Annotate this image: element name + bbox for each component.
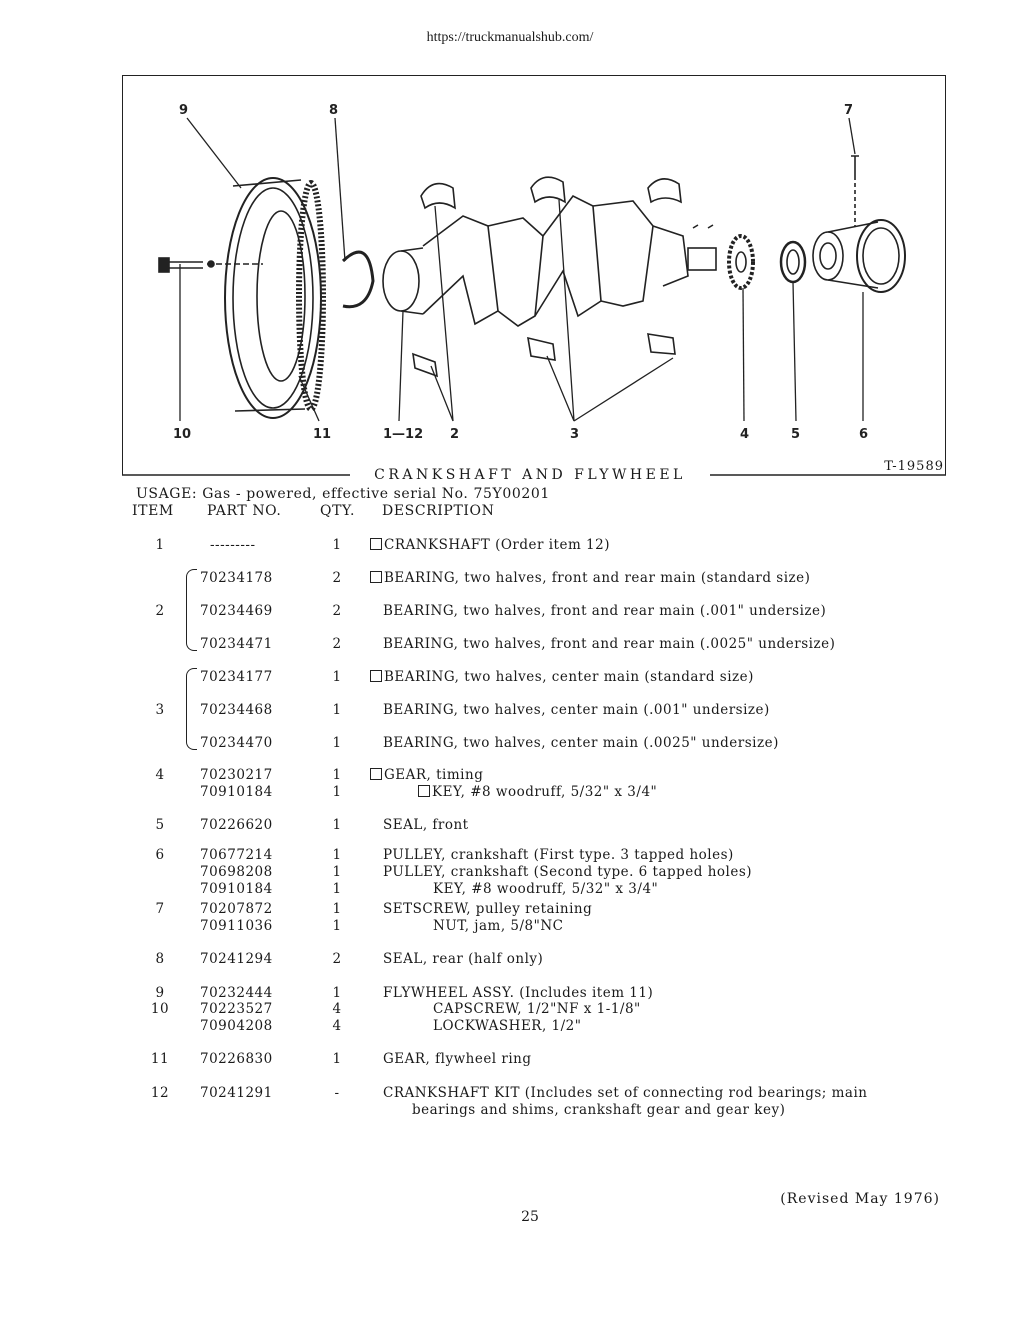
part-cell: 70698208 bbox=[200, 864, 273, 880]
desc-cell: SEAL, rear (half only) bbox=[383, 951, 544, 967]
callout-3: 3 bbox=[570, 427, 580, 442]
desc-cell: GEAR, flywheel ring bbox=[383, 1051, 532, 1067]
col-header-desc: DESCRIPTION bbox=[382, 503, 495, 519]
part-cell: 70232444 bbox=[200, 985, 273, 1001]
capscrew-drawing bbox=[159, 258, 263, 272]
qty-cell: 1 bbox=[332, 985, 342, 1001]
part-cell: 70241294 bbox=[200, 951, 273, 967]
part-cell: 70226620 bbox=[200, 817, 273, 833]
qty-cell: 1 bbox=[332, 767, 342, 783]
item-cell: 10 bbox=[150, 1001, 170, 1017]
item-cell: 6 bbox=[155, 847, 165, 863]
table-row bbox=[0, 817, 1020, 834]
usage-line: USAGE: Gas - powered, effective serial No. 75Y00201 bbox=[136, 486, 550, 502]
part-cell: 70911036 bbox=[200, 918, 273, 934]
part-cell: 70234470 bbox=[200, 735, 273, 751]
crankshaft-figure bbox=[122, 75, 946, 475]
part-cell: 70234177 bbox=[200, 669, 273, 685]
part-cell: --------- bbox=[210, 537, 256, 553]
table-row bbox=[0, 570, 1020, 587]
upper-bearings-drawing bbox=[421, 177, 681, 208]
callout-9: 9 bbox=[179, 103, 189, 118]
crankshaft-drawing bbox=[383, 196, 716, 326]
table-row bbox=[0, 1085, 1020, 1102]
figure-code: T-19589 bbox=[881, 459, 944, 474]
square-marker-icon bbox=[370, 571, 382, 583]
qty-cell: 1 bbox=[332, 1051, 342, 1067]
revision-note: (Revised May 1976) bbox=[780, 1191, 940, 1207]
table-row bbox=[0, 847, 1020, 864]
part-cell: 70234468 bbox=[200, 702, 273, 718]
table-row bbox=[0, 901, 1020, 918]
qty-cell: 2 bbox=[332, 951, 342, 967]
desc-cell: BEARING, two halves, front and rear main (standard size) bbox=[384, 570, 811, 586]
table-row bbox=[0, 702, 1020, 719]
part-cell: 70234178 bbox=[200, 570, 273, 586]
qty-cell: 2 bbox=[332, 570, 342, 586]
qty-cell: 2 bbox=[332, 636, 342, 652]
qty-cell: 2 bbox=[332, 603, 342, 619]
desc-cell: SETSCREW, pulley retaining bbox=[383, 901, 593, 917]
pulley-drawing bbox=[813, 220, 905, 292]
col-header-part: PART NO. bbox=[207, 503, 282, 519]
desc-cell: BEARING, two halves, center main (.001" undersize) bbox=[383, 702, 770, 718]
qty-cell: 4 bbox=[332, 1001, 342, 1017]
square-marker-icon bbox=[370, 768, 382, 780]
table-row bbox=[0, 603, 1020, 620]
item-cell: 4 bbox=[155, 767, 165, 783]
table-row bbox=[0, 784, 1020, 801]
desc-cell: LOCKWASHER, 1/2" bbox=[433, 1018, 582, 1034]
col-header-qty: QTY. bbox=[320, 503, 356, 519]
item-cell: 5 bbox=[155, 817, 165, 833]
flywheel-drawing bbox=[225, 178, 323, 418]
table-row bbox=[0, 537, 1020, 554]
item-cell: 8 bbox=[155, 951, 165, 967]
item-cell: 9 bbox=[155, 985, 165, 1001]
col-header-item: ITEM bbox=[132, 503, 174, 519]
figure-title: CRANKSHAFT AND FLYWHEEL bbox=[350, 467, 710, 483]
part-cell: 70234471 bbox=[200, 636, 273, 652]
page-number: 25 bbox=[521, 1209, 539, 1225]
part-cell: 70226830 bbox=[200, 1051, 273, 1067]
qty-cell: 1 bbox=[332, 537, 342, 553]
front-seal-drawing bbox=[781, 242, 805, 282]
qty-cell: 1 bbox=[332, 735, 342, 751]
callout-2: 2 bbox=[450, 427, 460, 442]
qty-cell: 1 bbox=[332, 702, 342, 718]
part-cell: 70910184 bbox=[200, 881, 273, 897]
table-row bbox=[0, 864, 1020, 881]
lower-bearings-drawing bbox=[413, 334, 675, 376]
qty-cell: 4 bbox=[332, 1018, 342, 1034]
setscrew-drawing bbox=[851, 156, 859, 226]
desc-cell: KEY, #8 woodruff, 5/32" x 3/4" bbox=[432, 784, 658, 800]
item-cell: 12 bbox=[150, 1085, 170, 1101]
part-cell: 70207872 bbox=[200, 901, 273, 917]
desc-cell: CAPSCREW, 1/2"NF x 1-1/8" bbox=[433, 1001, 641, 1017]
table-row bbox=[0, 1001, 1020, 1018]
desc-cell: BEARING, two halves, center main (.0025" undersize) bbox=[383, 735, 779, 751]
square-marker-icon bbox=[418, 785, 430, 797]
part-cell: 70677214 bbox=[200, 847, 273, 863]
qty-cell: 1 bbox=[332, 847, 342, 863]
table-row bbox=[0, 918, 1020, 935]
callout-6: 6 bbox=[859, 427, 869, 442]
desc-cell: BEARING, two halves, front and rear main (.0025" undersize) bbox=[383, 636, 836, 652]
callout-1-12: 1—12 bbox=[383, 427, 424, 442]
item-cell: 2 bbox=[155, 603, 165, 619]
qty-cell: 1 bbox=[332, 881, 342, 897]
callout-5: 5 bbox=[791, 427, 801, 442]
desc-cell: SEAL, front bbox=[383, 817, 469, 833]
item-cell: 11 bbox=[150, 1051, 170, 1067]
table-row bbox=[0, 1051, 1020, 1068]
callout-4: 4 bbox=[740, 427, 750, 442]
qty-cell: 1 bbox=[332, 817, 342, 833]
desc-cell: bearings and shims, crankshaft gear and gear key) bbox=[412, 1102, 786, 1118]
item-cell: 3 bbox=[155, 702, 165, 718]
part-cell: 70904208 bbox=[200, 1018, 273, 1034]
desc-cell: CRANKSHAFT KIT (Includes set of connecting rod bearings; main bbox=[383, 1085, 868, 1101]
timing-gear-drawing bbox=[729, 236, 753, 288]
desc-cell: KEY, #8 woodruff, 5/32" x 3/4" bbox=[433, 881, 659, 897]
exploded-view-drawing bbox=[123, 76, 947, 476]
item-cell: 7 bbox=[155, 901, 165, 917]
callout-8: 8 bbox=[329, 103, 339, 118]
callout-7: 7 bbox=[844, 103, 854, 118]
qty-cell: 1 bbox=[332, 669, 342, 685]
rear-seal-drawing bbox=[343, 252, 373, 307]
qty-cell: 1 bbox=[332, 784, 342, 800]
table-row bbox=[0, 985, 1020, 1002]
part-cell: 70910184 bbox=[200, 784, 273, 800]
part-cell: 70223527 bbox=[200, 1001, 273, 1017]
qty-cell: - bbox=[334, 1085, 340, 1101]
part-cell: 70234469 bbox=[200, 603, 273, 619]
callout-10: 10 bbox=[173, 427, 192, 442]
qty-cell: 1 bbox=[332, 918, 342, 934]
table-row bbox=[0, 881, 1020, 898]
table-row bbox=[0, 636, 1020, 653]
square-marker-icon bbox=[370, 670, 382, 682]
table-row bbox=[0, 669, 1020, 686]
desc-cell: FLYWHEEL ASSY. (Includes item 11) bbox=[383, 985, 654, 1001]
leader-lines bbox=[180, 118, 863, 421]
table-row bbox=[0, 735, 1020, 752]
callout-11: 11 bbox=[313, 427, 332, 442]
item-cell: 1 bbox=[155, 537, 165, 553]
part-cell: 70241291 bbox=[200, 1085, 273, 1101]
table-row bbox=[0, 1018, 1020, 1035]
desc-cell: NUT, jam, 5/8"NC bbox=[433, 918, 564, 934]
table-row bbox=[0, 951, 1020, 968]
qty-cell: 1 bbox=[332, 864, 342, 880]
desc-cell: CRANKSHAFT (Order item 12) bbox=[384, 537, 611, 553]
desc-cell: PULLEY, crankshaft (First type. 3 tapped holes) bbox=[383, 847, 734, 863]
square-marker-icon bbox=[370, 538, 382, 550]
qty-cell: 1 bbox=[332, 901, 342, 917]
table-row bbox=[0, 1102, 1020, 1119]
table-row bbox=[0, 767, 1020, 784]
source-url: https://truckmanualshub.com/ bbox=[426, 30, 594, 45]
desc-cell: PULLEY, crankshaft (Second type. 6 tapped holes) bbox=[383, 864, 753, 880]
part-cell: 70230217 bbox=[200, 767, 273, 783]
desc-cell: BEARING, two halves, front and rear main (.001" undersize) bbox=[383, 603, 827, 619]
desc-cell: BEARING, two halves, center main (standard size) bbox=[384, 669, 754, 685]
desc-cell: GEAR, timing bbox=[384, 767, 484, 783]
